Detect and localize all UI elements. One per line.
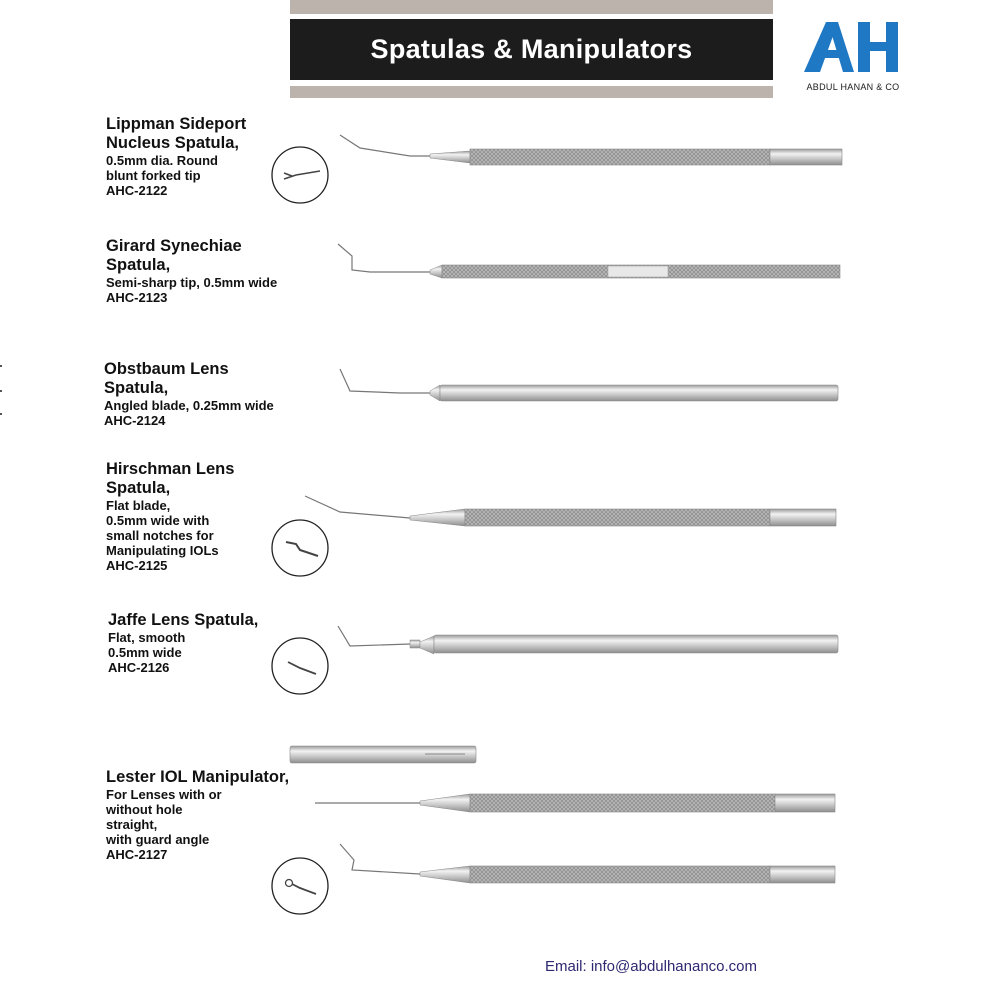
product-description: For Lenses with or (106, 787, 222, 802)
product-name: Lester IOL Manipulator, (106, 768, 290, 786)
product-description: with guard angle (106, 832, 210, 847)
product-code: AHC-2124 (104, 413, 166, 428)
instrument-image (330, 365, 850, 410)
instrument-image (330, 840, 840, 890)
header-stripe-top (290, 0, 773, 14)
product-description: 0.5mm wide (108, 645, 182, 660)
product-description: 0.5mm wide with (106, 513, 210, 528)
product-description: blunt forked tip (106, 168, 201, 183)
product-description: Angled blade, 0.25mm wide (104, 398, 274, 413)
tip-detail-circle (270, 856, 330, 916)
product-name: Obstbaum Lens (104, 360, 229, 378)
header-bar (290, 19, 773, 80)
product-description: small notches for (106, 528, 214, 543)
product-name: Lippman Sideport (106, 115, 247, 133)
instrument-image (330, 130, 850, 175)
product-ahc-2127 (106, 768, 289, 862)
product-code: AHC-2126 (108, 660, 170, 675)
product-name: Jaffe Lens Spatula, (108, 611, 259, 629)
instrument-image (310, 785, 840, 825)
product-description: Semi-sharp tip, 0.5mm wide (106, 275, 278, 290)
edge-marks (0, 355, 3, 425)
product-code: AHC-2127 (106, 847, 168, 862)
product-ahc-2123 (106, 237, 277, 305)
page-title: Spatulas & Manipulators (370, 34, 693, 64)
contact-email: Email: info@abdulhananco.com (545, 958, 758, 975)
tip-detail-circle (270, 145, 330, 205)
product-name: Nucleus Spatula, (106, 134, 239, 152)
product-ahc-2122 (106, 115, 246, 198)
product-code: AHC-2123 (106, 290, 168, 305)
brand-name: ABDUL HANAN & CO (806, 82, 900, 92)
product-name: Spatula, (106, 256, 171, 274)
product-description: Flat, smooth (108, 630, 186, 645)
product-description: Flat blade, (106, 498, 171, 513)
product-name: Hirschman Lens (106, 460, 235, 478)
product-code: AHC-2122 (106, 183, 168, 198)
instrument-image (300, 490, 845, 535)
header-stripe-bottom (290, 86, 773, 98)
product-ahc-2124 (104, 360, 274, 428)
product-code: AHC-2125 (106, 558, 168, 573)
product-description: Manipulating IOLs (106, 543, 219, 558)
tip-detail-circle (270, 636, 330, 696)
instrument-image (330, 620, 850, 665)
product-name: Spatula, (104, 379, 169, 397)
product-name: Spatula, (106, 479, 171, 497)
product-description: 0.5mm dia. Round (106, 153, 218, 168)
product-description: straight, (106, 817, 158, 832)
product-name: Girard Synechiae (106, 237, 242, 255)
instrument-cap-image (285, 740, 485, 770)
product-ahc-2126 (108, 611, 258, 675)
product-description: without hole (106, 802, 183, 817)
product-ahc-2125 (106, 460, 234, 573)
instrument-image (330, 240, 850, 285)
